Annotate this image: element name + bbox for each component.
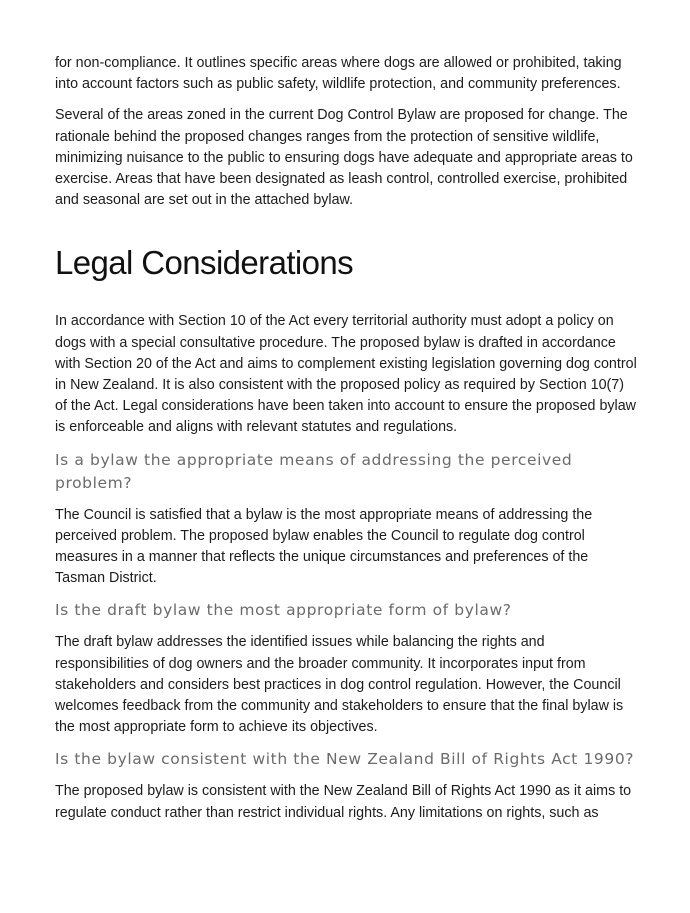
document-page (55, 53, 637, 834)
paragraph-noncompliance: for non-compliance. It outlines specific areas where dogs are allowed or prohibited, taking into account factors such as public safety, wildlife protection, and community preferences. (55, 55, 622, 93)
subheading-appropriate-means: Is a bylaw the appropriate means of addressing the perceived problem? (55, 450, 573, 492)
legal-considerations-heading: Legal Considerations (55, 244, 354, 282)
subheading-appropriate-form: Is the draft bylaw the most appropriate form of bylaw? (55, 601, 512, 620)
paragraph-legal-intro: In accordance with Section 10 of the Act every territorial authority must adopt a policy on dogs with a special consultative procedure. The proposed bylaw is drafted in accordance with Section 20 of the Act and aims to complement existing legislation governing dog control in New Zealand. It is also consistent with the proposed policy as required by Section 10(7) of the Act. Legal considerations have been taken into account to ensure the proposed bylaw is enforceable and aligns with relevant statutes and regulations. (55, 313, 637, 436)
paragraph-appropriate-form: The draft bylaw addresses the identified issues while balancing the rights and responsibilities of dog owners and the broader community. It incorporates input from stakeholders and considers best practices in dog control regulation. However, the Council welcomes feedback from the community and stakeholders to ensure that the final bylaw is the most appropriate form to achieve its objectives. (55, 634, 624, 736)
paragraph-appropriate-means: The Council is satisfied that a bylaw is the most appropriate means of addressing the perceived problem. The proposed bylaw enables the Council to regulate dog control measures in a manner that reflects the unique circumstances and preferences of the Tasman District. (55, 506, 593, 587)
paragraph-proposed-changes: Several of the areas zoned in the current Dog Control Bylaw are proposed for change. The rationale behind the proposed changes ranges from the protection of sensitive wildlife, minimizing nuisance to the public to ensuring dogs have adequate and appropriate areas to exercise. Areas that have been designated as leash control, controlled exercise, prohibited and seasonal are set out in the attached bylaw. (55, 107, 633, 209)
paragraph-bill-of-rights: The proposed bylaw is consistent with the New Zealand Bill of Rights Act 1990 as it aims to regulate conduct rather than restrict individual rights. Any limitations on rights, such as (55, 783, 632, 821)
subheading-bill-of-rights: Is the bylaw consistent with the New Zealand Bill of Rights Act 1990? (55, 750, 635, 769)
